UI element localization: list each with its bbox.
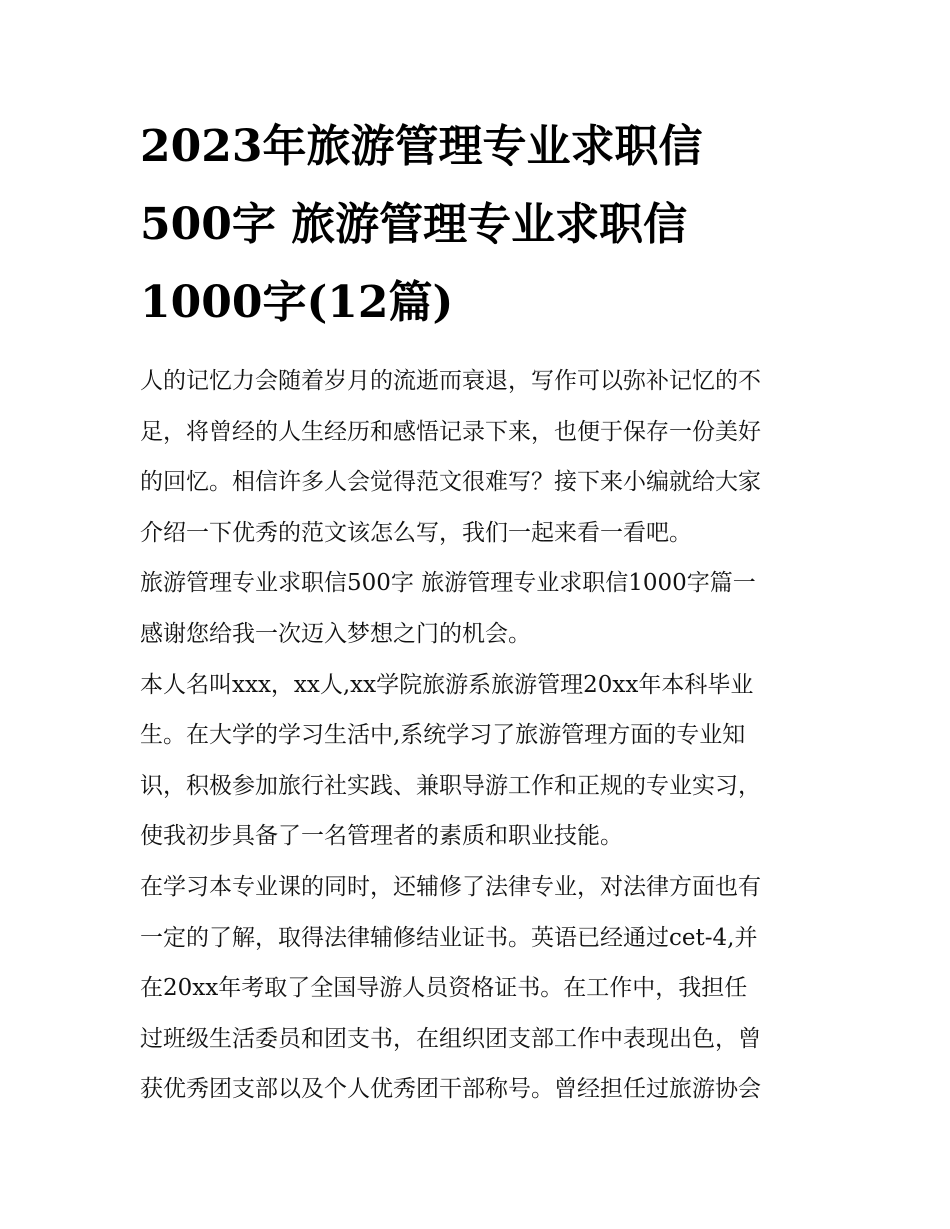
document-body [140,356,830,1115]
body-line: 人的记忆力会随着岁月的流逝而衰退，写作可以弥补记忆的不 [140,368,761,394]
body-line: 在20xx年考取了全国导游人员资格证书。在工作中，我担任 [140,975,748,1002]
title-line: 1000字(12篇) [140,277,454,328]
body-line: 介绍一下优秀的范文该怎么写，我们一起来看一看吧。 [140,519,692,546]
body-line: 识，积极参加旅行社实践、兼职导游工作和正规的专业实习， [140,772,761,799]
body-line: 获优秀团支部以及个人优秀团干部称号。曾经担任过旅游协会 [140,1076,761,1103]
body-line: 的回忆。相信许多人会觉得范文很难写？接下来小编就给大家 [140,469,761,496]
body-line: 感谢您给我一次迈入梦想之门的机会。 [140,620,531,647]
title-line: 500字 旅游管理专业求职信 [140,199,688,250]
body-line: 足，将曾经的人生经历和感悟记录下来，也便于保存一份美好 [140,418,761,445]
body-line: 使我初步具备了一名管理者的素质和职业技能。 [140,823,623,850]
body-line: 旅游管理专业求职信500字 旅游管理专业求职信1000字篇一 [140,570,756,597]
body-line: 过班级生活委员和团支书，在组织团支部工作中表现出色，曾 [140,1025,761,1052]
body-line: 本人名叫xxx，xx人,xx学院旅游系旅游管理20xx年本科毕业 [140,671,754,698]
body-line: 一定的了解，取得法律辅修结业证书。英语已经通过cet-4,并 [140,924,758,951]
body-line: 在学习本专业课的同时，还辅修了法律专业，对法律方面也有 [140,873,761,900]
body-line: 生。在大学的学习生活中,系统学习了旅游管理方面的专业知 [140,722,746,749]
title-line: 2023年旅游管理专业求职信 [140,121,703,172]
document-title [140,108,830,342]
